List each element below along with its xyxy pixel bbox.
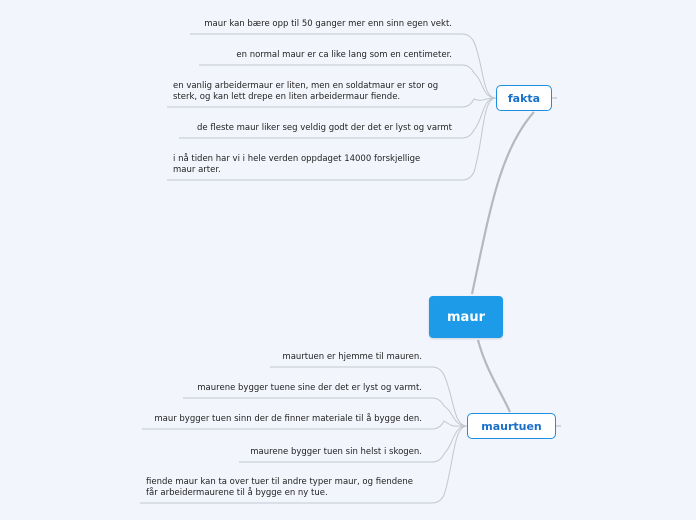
subtopic-line: maur kan bære opp til 50 ganger mer enn sinn egen vekt. [204, 19, 452, 29]
subtopic-maurtuen-1[interactable] [282, 352, 422, 363]
subtopic-line: maurene bygger tuen sin helst i skogen. [250, 447, 422, 457]
subtopic-line: sterk, og kan lett drepe en liten arbeidermaur fiende. [173, 92, 401, 102]
subtopic-line: maur arter. [173, 165, 221, 175]
subtopic-fakta-3[interactable] [173, 81, 438, 103]
subtopic-line: de fleste maur liker seg veldig godt der det er lyst og varmt [197, 123, 452, 133]
subtopic-maurtuen-3[interactable] [154, 414, 422, 425]
sub-connectors [140, 34, 496, 503]
topic-maurtuen[interactable]: maurtuen [467, 413, 556, 439]
subtopic-line: fiende maur kan ta over tuer til andre typer maur, og fiendene [146, 477, 413, 487]
subtopic-fakta-2[interactable] [236, 50, 452, 61]
subtopic-maurtuen-4[interactable] [250, 447, 422, 458]
subtopic-fakta-1[interactable] [204, 19, 452, 30]
subtopic-line: får arbeidermaurene til å bygge en ny tue. [146, 488, 328, 498]
subtopic-line: maurtuen er hjemme til mauren. [282, 352, 422, 362]
subtopic-line: maurene bygger tuene sine der det er lyst og varmt. [197, 383, 422, 393]
central-topic[interactable]: maur [429, 296, 503, 338]
subtopic-maurtuen-2[interactable] [197, 383, 422, 394]
main-connectors [472, 98, 561, 426]
subtopic-maurtuen-5[interactable] [146, 477, 413, 499]
connector-central-maurtuen [478, 340, 510, 412]
subtopic-line: en vanlig arbeidermaur er liten, men en soldatmaur er stor og [173, 81, 439, 91]
subtopic-line: maur bygger tuen sinn der de finner materiale til å bygge den. [154, 414, 422, 424]
subtopic-fakta-4[interactable] [197, 123, 452, 134]
topic-fakta[interactable]: fakta [496, 85, 552, 111]
subtopic-line: en normal maur er ca like lang som en centimeter. [236, 50, 452, 60]
subtopic-fakta-5[interactable] [173, 154, 420, 176]
subtopic-line: i nå tiden har vi i hele verden oppdaget 14000 forskjellige [173, 154, 421, 164]
